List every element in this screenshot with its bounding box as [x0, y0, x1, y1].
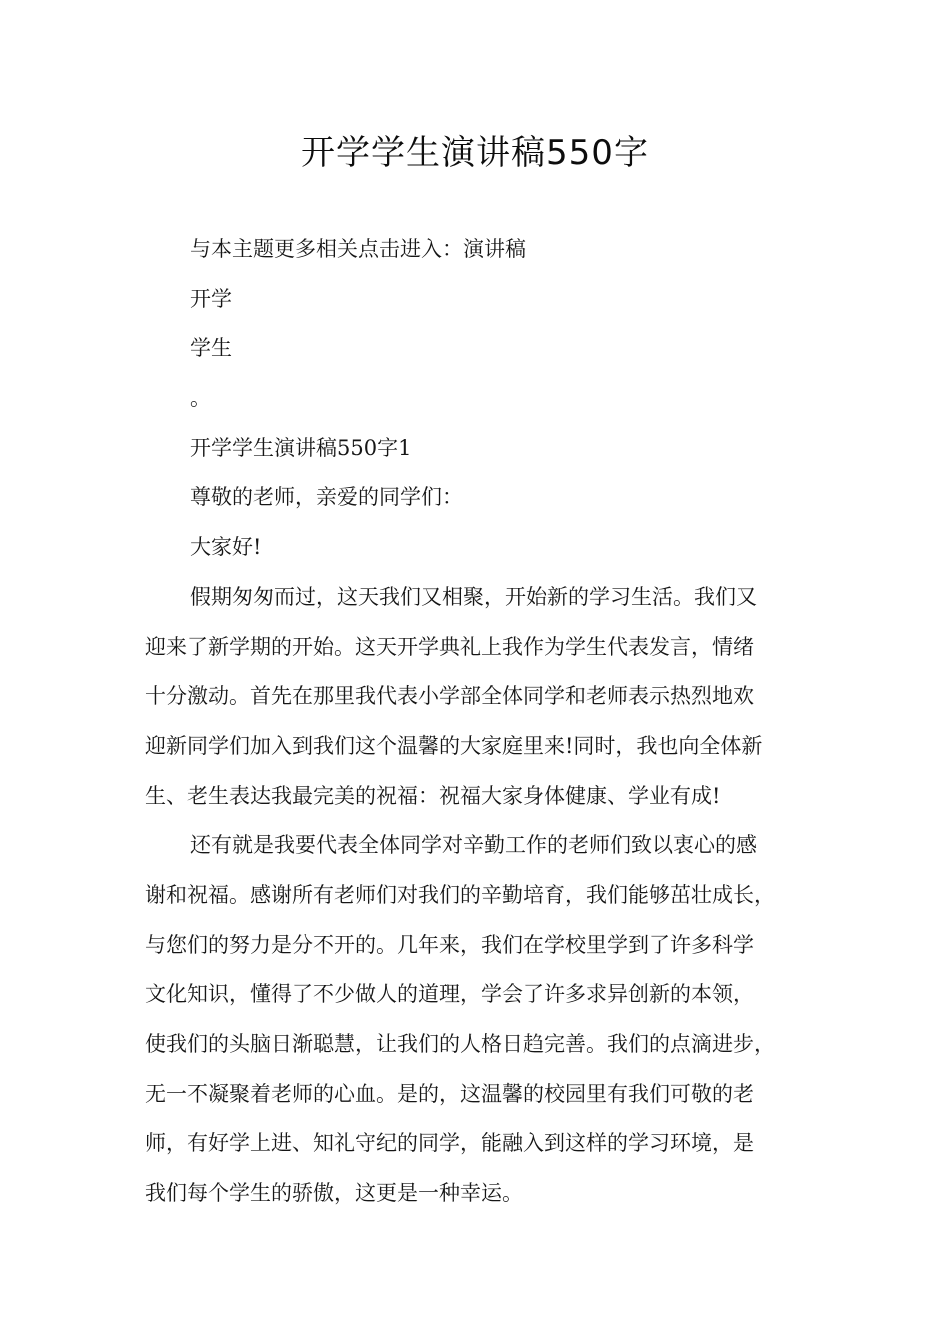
- related-topic-line: 与本主题更多相关点击进入：演讲稿: [190, 237, 526, 261]
- paragraph-line: 十分激动。首先在那里我代表小学部全体同学和老师表示热烈地欢: [145, 684, 754, 709]
- greeting: 大家好!: [190, 535, 262, 560]
- tag-line: 。: [190, 386, 211, 411]
- paragraph-line: 生、老生表达我最完美的祝福：祝福大家身体健康、学业有成!: [145, 783, 721, 808]
- section-heading: 开学学生演讲稿550字1: [190, 435, 412, 460]
- tag-line: 开学: [190, 286, 232, 311]
- paragraph-line: 师，有好学上进、知礼守纪的同学，能融入到这样的学习环境，是: [145, 1131, 754, 1156]
- tag-line: 学生: [190, 336, 232, 361]
- salutation: 尊敬的老师，亲爱的同学们：: [190, 485, 463, 510]
- paragraph-line: 假期匆匆而过，这天我们又相聚，开始新的学习生活。我们又: [190, 584, 757, 609]
- paragraph-line: 我们每个学生的骄傲，这更是一种幸运。: [145, 1181, 523, 1206]
- document-title: 开学学生演讲稿550字: [301, 133, 649, 173]
- paragraph-line: 与您们的努力是分不开的。几年来，我们在学校里学到了许多科学: [145, 932, 754, 957]
- paragraph-line: 使我们的头脑日渐聪慧，让我们的人格日趋完善。我们的点滴进步，: [145, 1032, 775, 1056]
- document-body: [145, 225, 825, 1219]
- paragraph-line: 迎来了新学期的开始。这天开学典礼上我作为学生代表发言，情绪: [145, 634, 754, 659]
- paragraph-line: 迎新同学们加入到我们这个温馨的大家庭里来!同时，我也向全体新: [145, 733, 763, 758]
- paragraph-line: 谢和祝福。感谢所有老师们对我们的辛勤培育，我们能够茁壮成长，: [145, 882, 775, 907]
- paragraph-line: 文化知识，懂得了不少做人的道理，学会了许多求异创新的本领，: [145, 982, 754, 1007]
- paragraph-line: 还有就是我要代表全体同学对辛勤工作的老师们致以衷心的感: [190, 833, 757, 858]
- paragraph-line: 无一不凝聚着老师的心血。是的，这温馨的校园里有我们可敬的老: [145, 1081, 754, 1106]
